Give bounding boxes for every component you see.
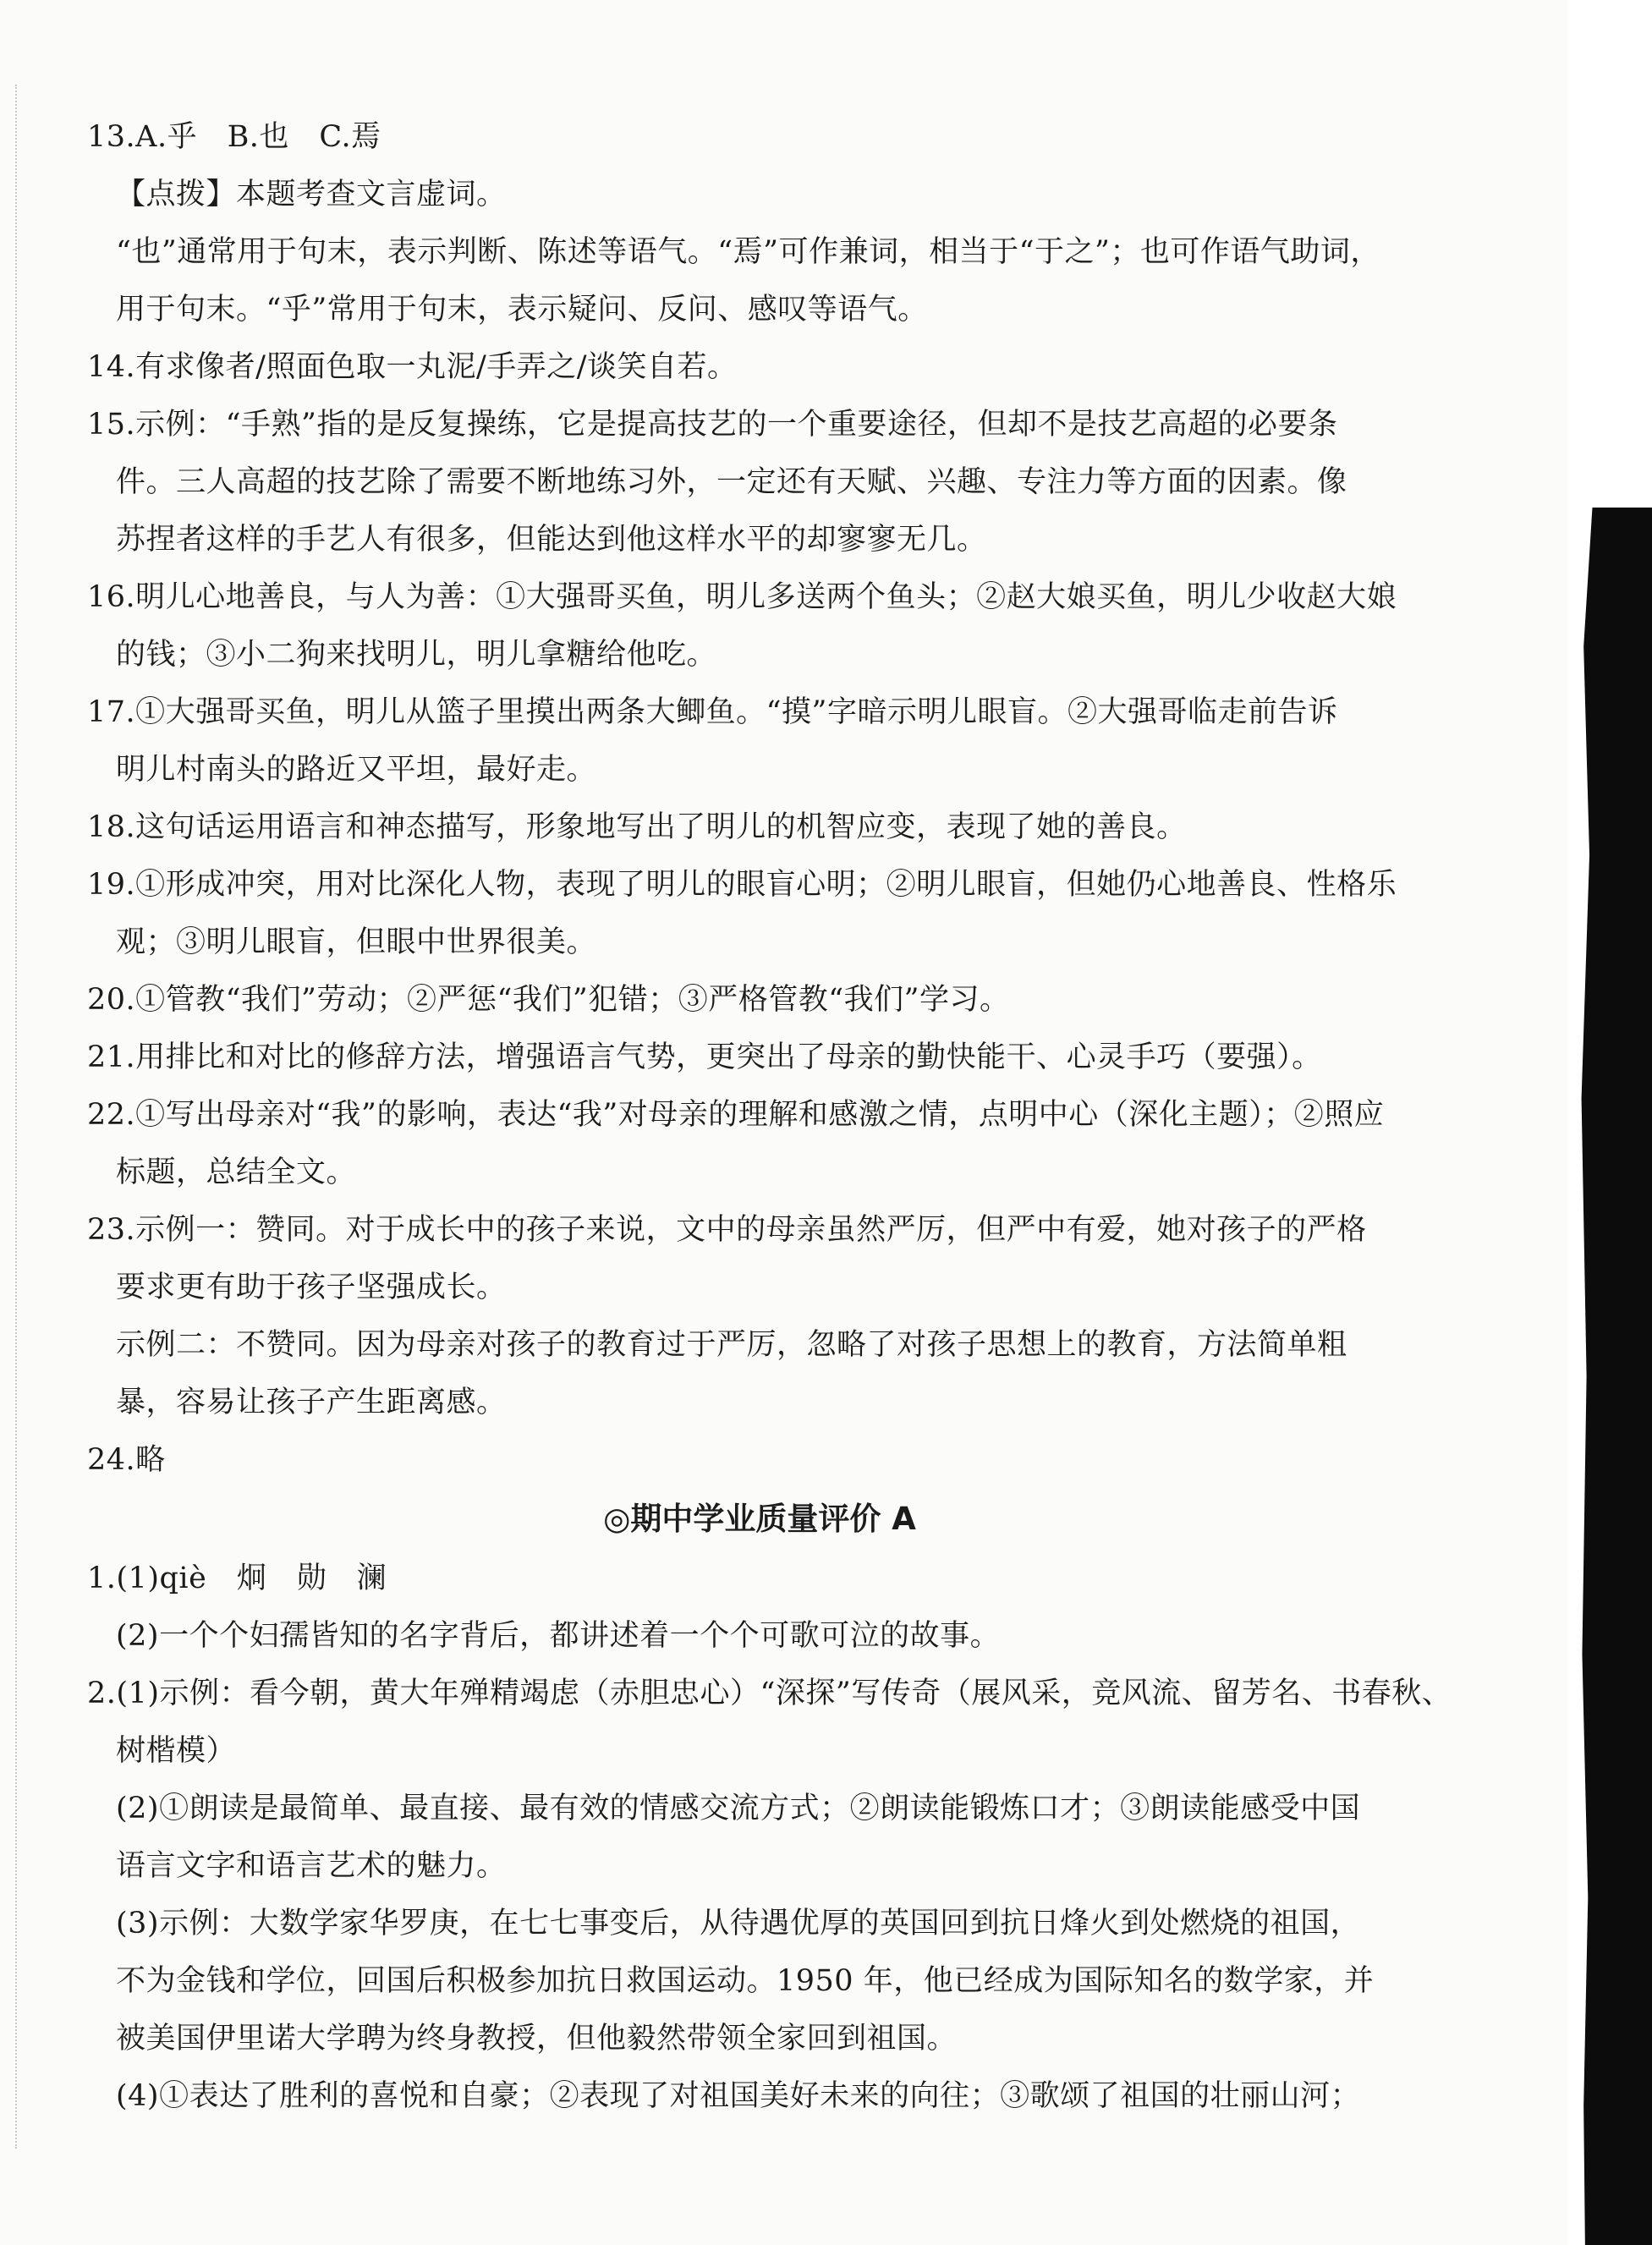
text-line: 14.有求像者/照面色取一丸泥/手弄之/谈笑自若。: [87, 350, 738, 384]
answers-part-2: [87, 1550, 1452, 2125]
text-line: 17.①大强哥买鱼，明儿从篮子里摸出两条大鲫鱼。“摸”字暗示明儿眼盲。②大强哥临走前告诉: [87, 695, 1338, 729]
text-line: “也”通常用于句末，表示判断、陈述等语气。“焉”可作兼词，相当于“于之”；也可作语气助词，: [116, 235, 1380, 269]
text-line: 苏捏者这样的手艺人有很多，但能达到他这样水平的却寥寥无几。: [116, 523, 987, 557]
text-line: 15.示例：“手熟”指的是反复操练，它是提高技艺的一个重要途径，但却不是技艺高超的必要条: [87, 408, 1338, 442]
text-line: 18.这句话运用语言和神态描写，形象地写出了明儿的机智应变，表现了她的善良。: [87, 810, 1187, 844]
answer-content: [87, 108, 1452, 2125]
answers-part-1: [87, 108, 1432, 1489]
binding-line: [15, 85, 17, 2149]
text-line: 观；③明儿眼盲，但眼中世界很美。: [116, 925, 597, 959]
text-line: 用于句末。“乎”常用于句末，表示疑问、反问、感叹等语气。: [116, 293, 928, 327]
text-line: 20.①管教“我们”劳动；②严惩“我们”犯错；③严格管教“我们”学习。: [87, 983, 1010, 1017]
text-line: 【点拨】本题考查文言虚词。: [116, 178, 507, 211]
text-line: 不为金钱和学位，回国后积极参加抗日救国运动。1950 年，他已经成为国际知名的数学家，并: [116, 1964, 1375, 1998]
text-line: 16.明儿心地善良，与人为善：①大强哥买鱼，明儿多送两个鱼头；②赵大娘买鱼，明儿少收赵大娘: [87, 580, 1397, 614]
text-line: 19.①形成冲突，用对比深化人物，表现了明儿的眼盲心明；②明儿眼盲，但她仍心地善良、性格乐: [87, 868, 1397, 902]
text-line: (3)示例：大数学家华罗庚，在七七事变后，从待遇优厚的英国回到抗日烽火到处燃烧的祖国，: [116, 1907, 1361, 1940]
text-line: (2)一个个妇孺皆知的名字背后，都讲述着一个个可歌可泣的故事。: [116, 1619, 1001, 1653]
text-line: 13.A.乎 B.也 C.焉: [87, 120, 381, 154]
text-line: 22.①写出母亲对“我”的影响，表达“我”对母亲的理解和感激之情，点明中心（深化主题）；②照应: [87, 1098, 1385, 1132]
text-line: (2)①朗读是最简单、最直接、最有效的情感交流方式；②朗读能锻炼口才；③朗读能感受中国: [116, 1792, 1361, 1825]
text-line: 明儿村南头的路近又平坦，最好走。: [116, 753, 597, 787]
text-line: 21.用排比和对比的修辞方法，增强语言气势，更突出了母亲的勤快能干、心灵手巧（要强）。: [87, 1040, 1322, 1074]
text-line: 标题，总结全文。: [116, 1155, 357, 1189]
text-line: 示例二：不赞同。因为母亲对孩子的教育过于严厉，忽略了对孩子思想上的教育，方法简单粗: [116, 1328, 1347, 1362]
section-title: ◎期中学业质量评价 A: [603, 1501, 916, 1537]
text-line: 23.示例一：赞同。对于成长中的孩子来说，文中的母亲虽然严厉，但严中有爱，她对孩子的严格: [87, 1213, 1367, 1247]
text-line: 24.略: [87, 1443, 166, 1477]
text-line: 1.(1)qiè 炯 勋 澜: [87, 1562, 387, 1595]
text-line: 暴，容易让孩子产生距离感。: [116, 1386, 507, 1419]
text-line: 要求更有助于孩子坚强成长。: [116, 1271, 507, 1304]
text-line: 2.(1)示例：看今朝，黄大年殚精竭虑（赤胆忠心）“深探”写传奇（展风采，竞风流、留芳名、书春秋、: [87, 1677, 1452, 1710]
text-line: 的钱；③小二狗来找明儿，明儿拿糖给他吃。: [116, 638, 717, 672]
text-line: (4)①表达了胜利的喜悦和自豪；②表现了对祖国美好未来的向往；③歌颂了祖国的壮丽山河；: [116, 2079, 1361, 2113]
scan-shadow-edge: [1579, 508, 1652, 2245]
text-line: 件。三人高超的技艺除了需要不断地练习外，一定还有天赋、兴趣、专注力等方面的因素。像: [116, 465, 1347, 499]
text-line: 语言文字和语言艺术的魅力。: [116, 1849, 507, 1883]
text-line: 树楷模）: [116, 1734, 237, 1768]
text-line: 被美国伊里诺大学聘为终身教授，但他毅然带领全家回到祖国。: [116, 2022, 958, 2056]
